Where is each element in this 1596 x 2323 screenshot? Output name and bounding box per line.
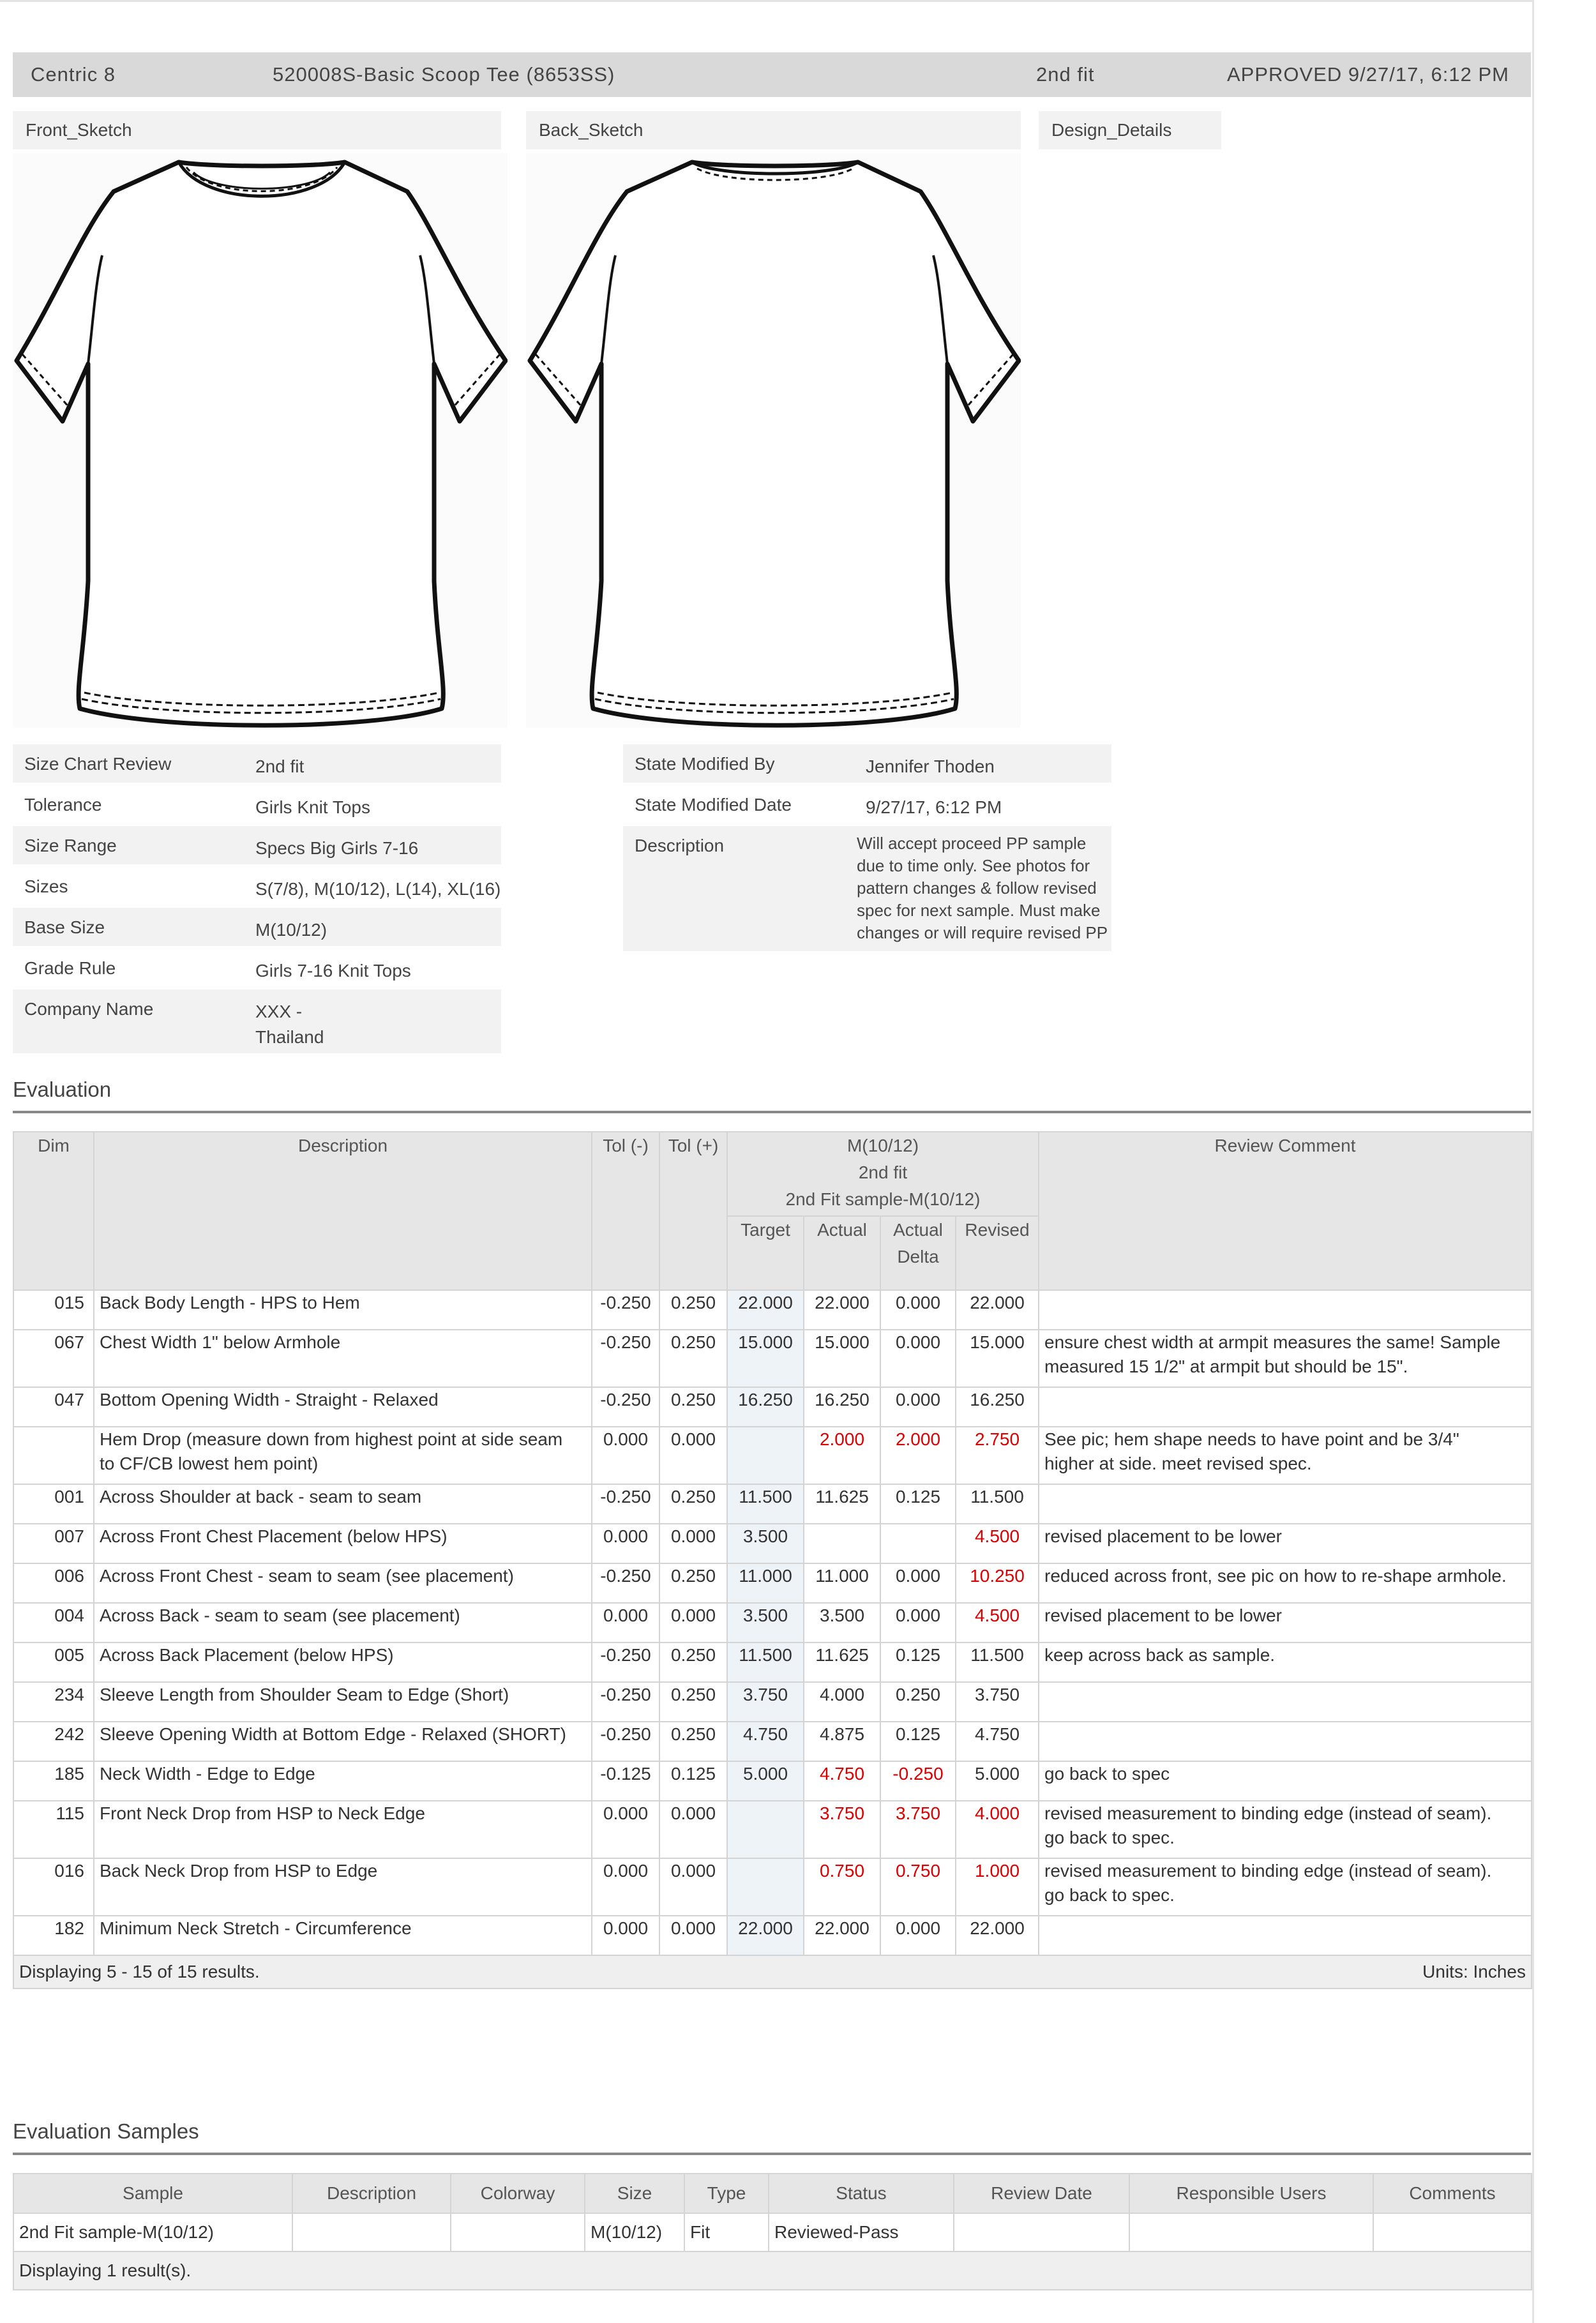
cell-delta: 0.000	[880, 1330, 956, 1387]
cell-target	[727, 1858, 804, 1916]
cell-revised: 4.500	[956, 1524, 1039, 1563]
cell-tp: 0.250	[659, 1484, 727, 1524]
samples-col-status[interactable]: Status	[769, 2174, 954, 2213]
evaluation-heading: Evaluation	[13, 1078, 112, 1101]
results-count: Displaying 5 - 15 of 15 results.	[13, 1955, 804, 1988]
table-row[interactable]	[13, 1290, 1532, 1330]
cell-tm: 0.000	[592, 1427, 659, 1484]
cell-delta: 0.000	[880, 1563, 956, 1603]
cell-target: 11.500	[727, 1643, 804, 1682]
cell-tp: 0.000	[659, 1427, 727, 1484]
samples-cell: Fit	[684, 2213, 769, 2252]
info-row-sizes: Sizes S(7/8), M(10/12), L(14), XL(16)	[24, 876, 501, 899]
samples-cell: 2nd Fit sample-M(10/12)	[13, 2213, 292, 2252]
samples-col-responsible-users[interactable]: Responsible Users	[1129, 2174, 1373, 2213]
cell-desc: Front Neck Drop from HSP to Neck Edge	[94, 1801, 592, 1858]
cell-tm: 0.000	[592, 1916, 659, 1955]
cell-comment: revised placement to be lower	[1039, 1603, 1532, 1643]
cell-revised: 1.000	[956, 1858, 1039, 1916]
cell-revised: 11.500	[956, 1643, 1039, 1682]
cell-revised: 10.250	[956, 1563, 1039, 1603]
cell-actual: 4.750	[804, 1761, 880, 1801]
cell-tp: 0.000	[659, 1858, 727, 1916]
back-sketch-image	[526, 153, 1021, 728]
cell-actual: 0.750	[804, 1858, 880, 1916]
cell-target	[727, 1801, 804, 1858]
status-badge: APPROVED 9/27/17, 6:12 PM	[1227, 63, 1509, 86]
cell-dim: 016	[13, 1858, 94, 1916]
cell-comment	[1039, 1387, 1532, 1427]
cell-comment	[1039, 1722, 1532, 1761]
cell-comment	[1039, 1916, 1532, 1955]
cell-desc: Across Front Chest Placement (below HPS)	[94, 1524, 592, 1563]
cell-tp: 0.000	[659, 1524, 727, 1563]
table-row[interactable]	[13, 1484, 1532, 1524]
cell-comment: revised measurement to binding edge (instead of seam). go back to spec.	[1039, 1801, 1532, 1858]
cell-desc: Back Neck Drop from HSP to Edge	[94, 1858, 592, 1916]
cell-actual: 16.250	[804, 1387, 880, 1427]
cell-tm: -0.250	[592, 1387, 659, 1427]
cell-dim: 182	[13, 1916, 94, 1955]
cell-delta: 0.750	[880, 1858, 956, 1916]
evaluation-divider	[13, 1111, 1531, 1113]
cell-desc: Sleeve Opening Width at Bottom Edge - Relaxed (SHORT)	[94, 1722, 592, 1761]
table-row[interactable]	[13, 1643, 1532, 1682]
info-row-state-modified-date: State Modified Date 9/27/17, 6:12 PM	[635, 795, 1002, 817]
cell-actual: 3.500	[804, 1603, 880, 1643]
cell-actual: 4.000	[804, 1682, 880, 1722]
samples-col-description[interactable]: Description	[292, 2174, 451, 2213]
cell-actual: 2.000	[804, 1427, 880, 1484]
cell-tp: 0.000	[659, 1801, 727, 1858]
samples-cell: Reviewed-Pass	[769, 2213, 954, 2252]
info-row-base-size: Base Size M(10/12)	[13, 908, 501, 946]
col-actual-delta[interactable]: Actual Delta	[880, 1216, 956, 1290]
cell-dim: 067	[13, 1330, 94, 1387]
col-revised[interactable]: Revised	[956, 1216, 1039, 1290]
samples-col-size[interactable]: Size	[585, 2174, 684, 2213]
cell-actual: 22.000	[804, 1290, 880, 1330]
cell-delta: -0.250	[880, 1761, 956, 1801]
cell-revised: 5.000	[956, 1761, 1039, 1801]
col-dim[interactable]: Dim	[13, 1132, 94, 1290]
cell-tm: 0.000	[592, 1603, 659, 1643]
cell-comment: ensure chest width at armpit measures the same! Sample measured 15 1/2" at armpit but should be 15".	[1039, 1330, 1532, 1387]
header-bar	[13, 52, 1531, 97]
samples-cell	[1373, 2213, 1532, 2252]
fit-name: 2nd fit	[1036, 63, 1095, 86]
samples-cell: M(10/12)	[585, 2213, 684, 2252]
col-tol-plus[interactable]: Tol (+)	[659, 1132, 727, 1290]
cell-desc: Bottom Opening Width - Straight - Relaxed	[94, 1387, 592, 1427]
cell-delta: 0.250	[880, 1682, 956, 1722]
cell-target: 11.500	[727, 1484, 804, 1524]
cell-desc: Minimum Neck Stretch - Circumference	[94, 1916, 592, 1955]
cell-dim: 015	[13, 1290, 94, 1330]
col-tol-minus[interactable]: Tol (-)	[592, 1132, 659, 1290]
table-row[interactable]	[13, 1722, 1532, 1761]
samples-col-review-date[interactable]: Review Date	[954, 2174, 1129, 2213]
cell-actual: 3.750	[804, 1801, 880, 1858]
cell-delta: 2.000	[880, 1427, 956, 1484]
cell-desc: Sleeve Length from Shoulder Seam to Edge (Short)	[94, 1682, 592, 1722]
samples-footer	[13, 2252, 1532, 2290]
cell-comment: reduced across front, see pic on how to re-shape armhole.	[1039, 1563, 1532, 1603]
table-row[interactable]	[13, 1801, 1532, 1858]
cell-comment	[1039, 1682, 1532, 1722]
info-row-size-chart-review: Size Chart Review 2nd fit	[13, 744, 501, 783]
cell-revised: 4.750	[956, 1722, 1039, 1761]
cell-tp: 0.250	[659, 1643, 727, 1682]
cell-dim: 005	[13, 1643, 94, 1682]
cell-delta: 0.125	[880, 1722, 956, 1761]
cell-tm: -0.250	[592, 1330, 659, 1387]
cell-target: 4.750	[727, 1722, 804, 1761]
cell-tp: 0.000	[659, 1916, 727, 1955]
table-row[interactable]	[13, 1858, 1532, 1916]
cell-delta	[880, 1524, 956, 1563]
samples-table	[13, 2173, 1532, 2290]
table-row[interactable]	[13, 1387, 1532, 1427]
cell-tm: -0.250	[592, 1643, 659, 1682]
samples-count: Displaying 1 result(s).	[13, 2252, 1532, 2290]
cell-target: 5.000	[727, 1761, 804, 1801]
cell-dim: 242	[13, 1722, 94, 1761]
cell-tp: 0.250	[659, 1563, 727, 1603]
cell-dim: 115	[13, 1801, 94, 1858]
col-target[interactable]: Target	[727, 1216, 804, 1290]
cell-delta: 0.125	[880, 1484, 956, 1524]
cell-comment: revised placement to be lower	[1039, 1524, 1532, 1563]
cell-comment	[1039, 1484, 1532, 1524]
col-review-comment[interactable]: Review Comment	[1039, 1132, 1532, 1290]
col-group-sample: M(10/12) 2nd fit 2nd Fit sample-M(10/12)	[727, 1132, 1039, 1216]
cell-comment: See pic; hem shape needs to have point and be 3/4" higher at side. meet revised spec.	[1039, 1427, 1532, 1484]
back-sketch-label: Back_Sketch	[526, 111, 1021, 149]
table-row[interactable]	[13, 1524, 1532, 1563]
cell-target: 16.250	[727, 1387, 804, 1427]
cell-dim	[13, 1427, 94, 1484]
col-actual[interactable]: Actual	[804, 1216, 880, 1290]
cell-dim: 006	[13, 1563, 94, 1603]
samples-cell	[954, 2213, 1129, 2252]
cell-desc: Across Back - seam to seam (see placement)	[94, 1603, 592, 1643]
style-name[interactable]: 520008S-Basic Scoop Tee (8653SS)	[273, 63, 615, 86]
cell-target: 22.000	[727, 1916, 804, 1955]
cell-delta: 3.750	[880, 1801, 956, 1858]
cell-desc: Hem Drop (measure down from highest point at side seam to CF/CB lowest hem point)	[94, 1427, 592, 1484]
samples-divider	[13, 2153, 1531, 2155]
cell-tm: -0.250	[592, 1563, 659, 1603]
info-row-description: Description Will accept proceed PP sample due to time only. See photos for pattern changes & follow revised spec for next sample. Must make changes or will require revised PP	[623, 826, 1111, 951]
cell-delta: 0.125	[880, 1643, 956, 1682]
cell-desc: Back Body Length - HPS to Hem	[94, 1290, 592, 1330]
cell-comment: keep across back as sample.	[1039, 1643, 1532, 1682]
table-row[interactable]	[13, 1916, 1532, 1955]
page-border-right	[1532, 0, 1534, 2323]
cell-tm: 0.000	[592, 1801, 659, 1858]
cell-target: 3.500	[727, 1524, 804, 1563]
front-sketch-label: Front_Sketch	[13, 111, 501, 149]
samples-heading: Evaluation Samples	[13, 2119, 199, 2143]
cell-actual: 4.875	[804, 1722, 880, 1761]
cell-revised: 22.000	[956, 1290, 1039, 1330]
cell-tm: -0.250	[592, 1484, 659, 1524]
col-description[interactable]: Description	[94, 1132, 592, 1290]
info-panel-right	[623, 744, 1111, 951]
samples-row[interactable]	[13, 2213, 1532, 2252]
app-name: Centric 8	[31, 63, 116, 86]
samples-cell	[1129, 2213, 1373, 2252]
cell-target	[727, 1427, 804, 1484]
info-row-state-modified-by: State Modified By Jennifer Thoden	[623, 744, 1111, 783]
table-row[interactable]	[13, 1682, 1532, 1722]
samples-cell	[292, 2213, 451, 2252]
cell-comment	[1039, 1290, 1532, 1330]
samples-col-sample[interactable]: Sample	[13, 2174, 292, 2213]
cell-desc: Across Shoulder at back - seam to seam	[94, 1484, 592, 1524]
table-row[interactable]	[13, 1603, 1532, 1643]
samples-cell	[451, 2213, 585, 2252]
table-row[interactable]	[13, 1330, 1532, 1387]
evaluation-table	[13, 1131, 1532, 1989]
cell-desc: Across Front Chest - seam to seam (see placement)	[94, 1563, 592, 1603]
info-row-size-range: Size Range Specs Big Girls 7-16	[13, 826, 501, 864]
info-row-grade-rule: Grade Rule Girls 7-16 Knit Tops	[24, 958, 411, 981]
info-row-company-name: Company Name XXX - Thailand	[13, 989, 501, 1053]
info-row-tolerance: Tolerance Girls Knit Tops	[24, 795, 370, 817]
cell-desc: Neck Width - Edge to Edge	[94, 1761, 592, 1801]
cell-tm: 0.000	[592, 1524, 659, 1563]
design-details-label: Design_Details	[1039, 111, 1221, 149]
cell-revised: 22.000	[956, 1916, 1039, 1955]
cell-tm: -0.250	[592, 1290, 659, 1330]
cell-revised: 15.000	[956, 1330, 1039, 1387]
cell-desc: Across Back Placement (below HPS)	[94, 1643, 592, 1682]
cell-revised: 2.750	[956, 1427, 1039, 1484]
cell-delta: 0.000	[880, 1916, 956, 1955]
cell-revised: 4.500	[956, 1603, 1039, 1643]
cell-tp: 0.250	[659, 1387, 727, 1427]
cell-actual: 22.000	[804, 1916, 880, 1955]
cell-tm: 0.000	[592, 1858, 659, 1916]
cell-delta: 0.000	[880, 1603, 956, 1643]
cell-dim: 185	[13, 1761, 94, 1801]
cell-revised: 11.500	[956, 1484, 1039, 1524]
cell-target: 11.000	[727, 1563, 804, 1603]
cell-dim: 234	[13, 1682, 94, 1722]
cell-tp: 0.125	[659, 1761, 727, 1801]
cell-dim: 047	[13, 1387, 94, 1427]
cell-target: 3.500	[727, 1603, 804, 1643]
cell-revised: 16.250	[956, 1387, 1039, 1427]
table-row[interactable]	[13, 1427, 1532, 1484]
table-row[interactable]	[13, 1761, 1532, 1801]
cell-actual: 11.000	[804, 1563, 880, 1603]
units-label: Units: Inches	[804, 1955, 1532, 1988]
page-border-top	[0, 0, 1532, 2]
cell-actual	[804, 1524, 880, 1563]
cell-tm: -0.250	[592, 1682, 659, 1722]
cell-actual: 15.000	[804, 1330, 880, 1387]
info-panel-left	[13, 744, 501, 1053]
cell-dim: 001	[13, 1484, 94, 1524]
cell-comment: go back to spec	[1039, 1761, 1532, 1801]
cell-actual: 11.625	[804, 1643, 880, 1682]
cell-tp: 0.250	[659, 1682, 727, 1722]
cell-revised: 3.750	[956, 1682, 1039, 1722]
samples-col-type[interactable]: Type	[684, 2174, 769, 2213]
cell-target: 3.750	[727, 1682, 804, 1722]
samples-col-colorway[interactable]: Colorway	[451, 2174, 585, 2213]
cell-tp: 0.250	[659, 1290, 727, 1330]
cell-tp: 0.250	[659, 1722, 727, 1761]
cell-tm: -0.250	[592, 1722, 659, 1761]
table-row[interactable]	[13, 1563, 1532, 1603]
cell-target: 15.000	[727, 1330, 804, 1387]
cell-dim: 004	[13, 1603, 94, 1643]
cell-tp: 0.000	[659, 1603, 727, 1643]
table-footer	[13, 1955, 1532, 1988]
cell-desc: Chest Width 1" below Armhole	[94, 1330, 592, 1387]
samples-col-comments[interactable]: Comments	[1373, 2174, 1532, 2213]
cell-tm: -0.125	[592, 1761, 659, 1801]
cell-tp: 0.250	[659, 1330, 727, 1387]
front-sketch-image	[13, 153, 508, 728]
cell-actual: 11.625	[804, 1484, 880, 1524]
cell-delta: 0.000	[880, 1290, 956, 1330]
cell-comment: revised measurement to binding edge (instead of seam). go back to spec.	[1039, 1858, 1532, 1916]
cell-dim: 007	[13, 1524, 94, 1563]
cell-target: 22.000	[727, 1290, 804, 1330]
cell-revised: 4.000	[956, 1801, 1039, 1858]
cell-delta: 0.000	[880, 1387, 956, 1427]
